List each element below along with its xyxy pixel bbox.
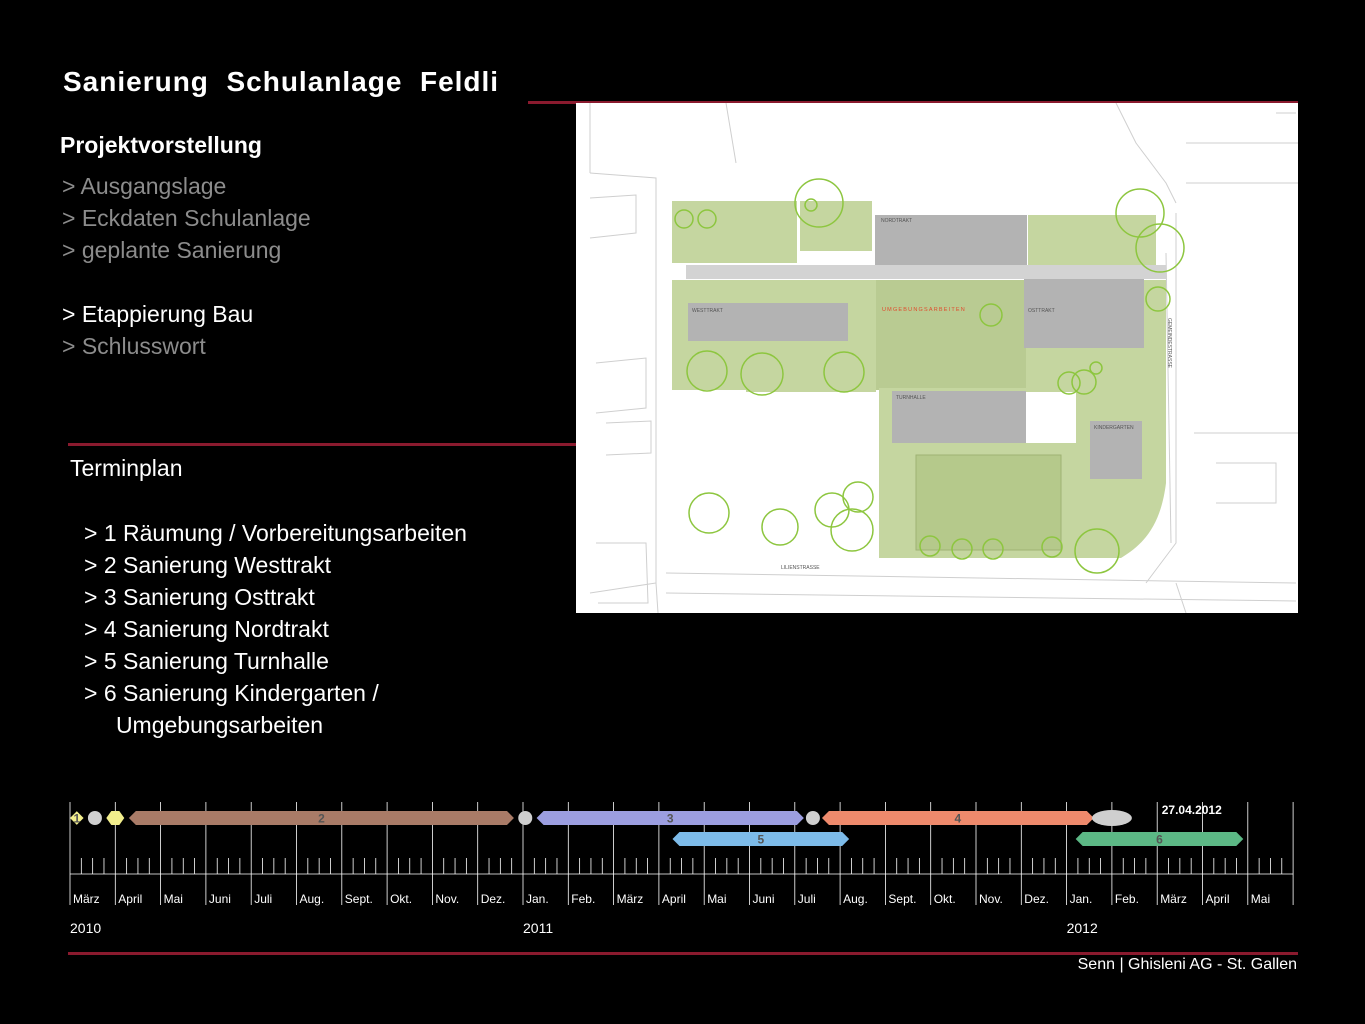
month-label: Mai: [1250, 892, 1271, 906]
agenda-item-ausgangslage[interactable]: > Ausgangslage: [62, 173, 227, 199]
label-lilienstrasse: LILIENSTRASSE: [781, 565, 820, 571]
agenda-list: [62, 170, 311, 362]
phase-label-4: 4: [954, 811, 962, 826]
month-label: April: [118, 892, 143, 906]
date-marker: 27.04.2012: [1161, 803, 1222, 817]
month-label: Okt.: [933, 892, 956, 906]
schedule-list: [84, 517, 467, 741]
label-westtrakt: WESTTRAKT: [692, 308, 723, 314]
month-label: Nov.: [435, 892, 460, 906]
label-gemeindestrasse: GEMEINDESTRASSE: [1166, 318, 1172, 369]
month-label: Jan.: [1069, 892, 1093, 906]
schedule-item: > 5 Sanierung Turnhalle: [84, 648, 329, 674]
gantt-chart: [66, 800, 1298, 940]
agenda-spacer: [62, 266, 311, 298]
year-label: 2012: [1066, 920, 1098, 936]
label-turnhalle: TURNHALLE: [896, 395, 926, 401]
footer-credit: Senn | Ghisleni AG - St. Gallen: [1077, 956, 1297, 973]
schedule-item: Umgebungsarbeiten: [84, 712, 324, 738]
month-label: Feb.: [1114, 892, 1139, 906]
section-divider: [68, 443, 578, 446]
footer-divider: [68, 952, 1298, 955]
month-label: Mai: [707, 892, 727, 906]
month-label: Nov.: [979, 892, 1003, 906]
schedule-item: > 3 Sanierung Osttrakt: [84, 584, 315, 610]
month-label: Dez.: [480, 892, 506, 906]
schedule-item: > 6 Sanierung Kindergarten /: [84, 680, 379, 706]
month-label: Juni: [752, 892, 775, 906]
month-label: März: [1160, 892, 1187, 906]
month-label: Dez.: [1024, 892, 1049, 906]
agenda-item-etappierung[interactable]: > Etappierung Bau: [62, 301, 254, 327]
schedule-item: > 1 Räumung / Vorbereitungsarbeiten: [84, 520, 467, 546]
milestone-marker: [518, 811, 532, 825]
gantt-timeline: [66, 800, 1298, 940]
month-label: Sept.: [344, 892, 373, 906]
page-title: Sanierung Schulanlage Feldli: [63, 66, 500, 97]
month-label: Feb.: [571, 892, 596, 906]
phase-label-5: 5: [757, 832, 765, 847]
label-osttrakt: OSTTRAKT: [1028, 308, 1055, 314]
month-label: März: [616, 892, 644, 906]
schedule-item: > 4 Sanierung Nordtrakt: [84, 616, 329, 642]
agenda-item-sanierung[interactable]: > geplante Sanierung: [62, 237, 282, 263]
section-subtitle: Projektvorstellung: [60, 132, 262, 158]
phase-label-2: 2: [318, 811, 325, 826]
site-plan-image: [576, 103, 1298, 613]
milestone-marker: [806, 811, 820, 825]
month-label: März: [73, 892, 100, 906]
year-label: 2010: [70, 920, 102, 936]
schedule-item: > 2 Sanierung Westtrakt: [84, 552, 331, 578]
month-label: Juli: [797, 892, 816, 906]
month-label: Aug.: [843, 892, 868, 906]
phase-label-1: 1: [73, 811, 81, 826]
agenda-item-eckdaten[interactable]: > Eckdaten Schulanlage: [62, 205, 311, 231]
month-label: Juni: [208, 892, 231, 906]
month-label: April: [661, 892, 686, 906]
label-kindergarten: KINDERGARTEN: [1094, 425, 1134, 431]
milestone-marker: [106, 811, 124, 825]
label-nordtrakt: NORDTRAKT: [881, 218, 913, 224]
month-label: April: [1205, 892, 1230, 906]
month-label: Juli: [254, 892, 273, 906]
schedule-heading: Terminplan: [70, 455, 183, 481]
month-label: Jan.: [526, 892, 549, 906]
site-plan-drawing: [576, 103, 1298, 613]
phase-label-3: 3: [666, 811, 674, 826]
month-label: Mai: [163, 892, 183, 906]
month-label: Okt.: [390, 892, 413, 906]
agenda-item-schlusswort[interactable]: > Schlusswort: [62, 333, 206, 359]
year-label: 2011: [523, 920, 554, 936]
month-label: Sept.: [888, 892, 917, 906]
milestone-marker: [88, 811, 102, 825]
phase-label-6: 6: [1156, 832, 1163, 847]
month-label: Aug.: [299, 892, 325, 906]
milestone-marker: [1092, 810, 1132, 826]
label-umgebungsarbeiten: UMGEBUNGSARBEITEN: [882, 307, 966, 313]
